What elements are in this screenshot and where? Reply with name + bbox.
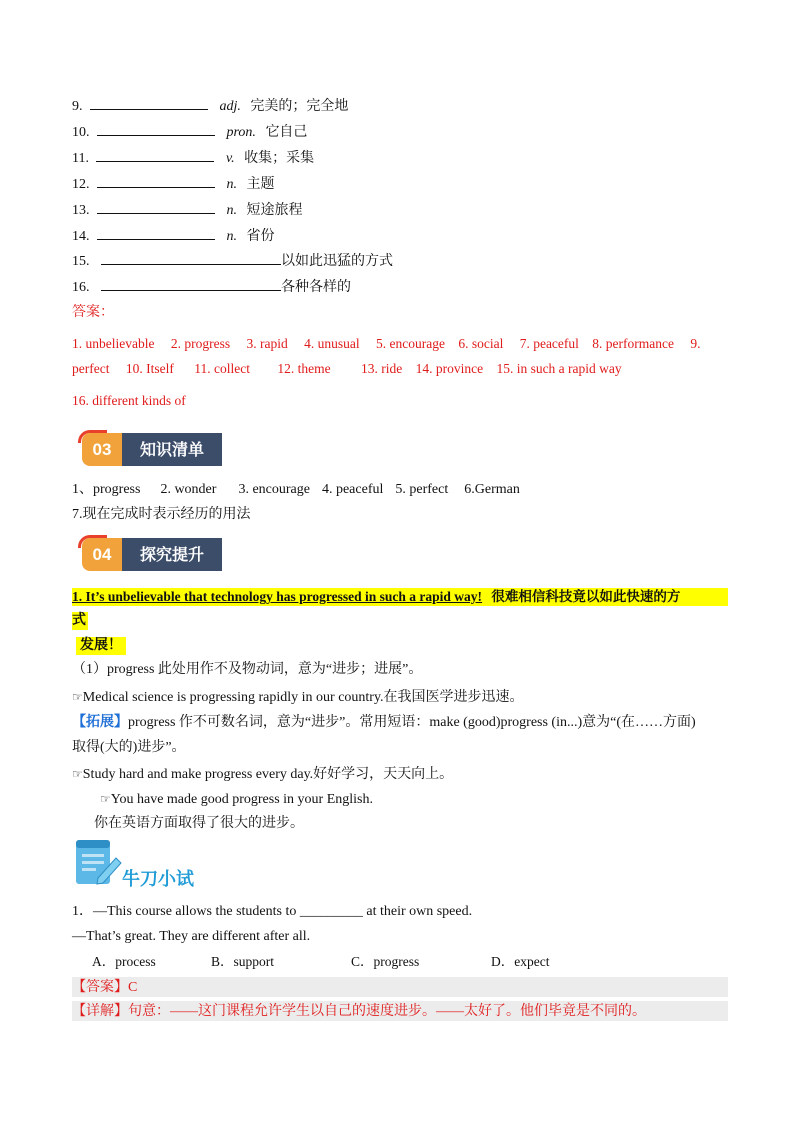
example-1 (72, 688, 524, 707)
vocab-item-12 (72, 174, 275, 194)
vocab-item-11 (72, 148, 314, 168)
answer-item: 11. collect (194, 361, 250, 376)
point-title-cn: 很难相信科技竟以如此快速的方 (491, 589, 681, 604)
point-title-cn-cont: 式 (72, 613, 86, 628)
notepad-pencil-icon (76, 838, 122, 888)
part-of-speech: pron. (226, 125, 256, 140)
example-text: Study hard and make progress every day.好好学习，天天向上。 (82, 767, 454, 782)
knowledge-item: 6.German (464, 482, 520, 497)
extend-line-2: 取得(大的)进步”。 (72, 740, 186, 755)
answer-item: 9. (690, 336, 701, 351)
answer-blank[interactable] (101, 277, 281, 291)
option-a[interactable]: A．process (92, 954, 156, 969)
option-c[interactable]: C．progress (351, 954, 420, 969)
vocab-meaning: 短途旅程 (246, 203, 303, 218)
answer-item: perfect (72, 361, 110, 376)
practice-detail: 【详解】句意：——这门课程允许学生以自己的速度进步。——太好了。他们毕竟是不同的。 (72, 1004, 646, 1019)
answer-item: 2. progress (170, 336, 231, 351)
answer-box (72, 977, 728, 997)
section-badge-03 (78, 430, 224, 466)
practice-answer: 【答案】C (72, 980, 138, 995)
point-title-en: 1. It’s unbelievable that technology has progressed in such a rapid way! (72, 589, 483, 604)
answer-blank[interactable] (101, 251, 281, 265)
develop-label (76, 637, 126, 655)
phrase-number: 15. (72, 254, 90, 269)
knowledge-item: 3. encourage (238, 482, 310, 497)
example-3-cn: 你在英语方面取得了很大的进步。 (94, 816, 304, 831)
option-b[interactable]: B．support (211, 954, 275, 969)
section-title: 知识清单 (122, 433, 222, 466)
question-1: 1．—This course allows the students to _________ at their own speed. (72, 904, 473, 919)
vocab-meaning: 收集；采集 (244, 151, 315, 166)
practice-title: 牛刀小试 (122, 869, 194, 890)
extend-tag: 【拓展】 (72, 715, 128, 730)
section-number: 04 (82, 538, 122, 571)
part-of-speech: adj. (219, 99, 241, 114)
answer-blank[interactable] (97, 200, 215, 214)
knowledge-item: 2. wonder (160, 482, 217, 497)
hand-pointer-icon: ☞ (100, 792, 111, 806)
vocab-item-14 (72, 226, 275, 246)
phrase-item-15 (72, 251, 393, 271)
knowledge-item: 5. perfect (395, 482, 449, 497)
vocab-number: 9. (72, 99, 83, 114)
develop-text: 发展！ (80, 638, 122, 653)
answer-item: 5. encourage (375, 336, 445, 351)
answers-row-1 (72, 335, 701, 353)
knowledge-line-2: 7.现在完成时表示经历的用法 (72, 507, 251, 522)
example-3 (100, 790, 373, 809)
answer-item: 6. social (458, 336, 504, 351)
example-text: You have made good progress in your English. (110, 792, 373, 807)
answer-blank[interactable] (97, 174, 215, 188)
vocab-number: 10. (72, 125, 90, 140)
vocab-item-10 (72, 122, 307, 142)
answer-item: 10. Itself (125, 361, 174, 376)
answer-blank[interactable] (97, 122, 215, 136)
section-title: 探究提升 (122, 538, 222, 571)
vocab-meaning: 主题 (246, 177, 275, 192)
point-title-cont (72, 612, 88, 630)
answer-item: 13. ride (360, 361, 403, 376)
knowledge-item: 1、progress (72, 482, 141, 497)
knowledge-item: 4. peaceful (321, 482, 384, 497)
answers-row-2 (72, 360, 635, 378)
vocab-item-13 (72, 200, 303, 220)
answer-item: 12. theme (277, 361, 331, 376)
question-1-reply: —That’s great. They are different after all. (72, 929, 311, 944)
answer-label: 答案： (72, 305, 114, 320)
usage-line: （1）progress 此处用作不及物动词，意为“进步；进展”。 (72, 662, 423, 677)
vocab-meaning: 它自己 (265, 125, 308, 140)
answer-blank[interactable] (90, 96, 208, 110)
vocab-number: 13. (72, 203, 90, 218)
knowledge-line-1 (72, 481, 520, 499)
answer-item: 1. unbelievable (72, 336, 155, 351)
phrase-meaning: 各种各样的 (281, 280, 351, 295)
part-of-speech: n. (226, 229, 237, 244)
answer-blank[interactable] (97, 226, 215, 240)
option-d[interactable]: D．expect (491, 954, 550, 969)
answer-item: 8. performance (592, 336, 675, 351)
example-text: Medical science is progressing rapidly in our country.在我国医学进步迅速。 (82, 690, 524, 705)
phrase-item-16 (72, 277, 351, 297)
answer-item: 7. peaceful (519, 336, 579, 351)
phrase-number: 16. (72, 280, 90, 295)
answer-blank[interactable] (96, 148, 214, 162)
answers-row-3: 16. different kinds of (72, 393, 186, 408)
answer-item: 15. in such a rapid way (496, 361, 622, 376)
hand-pointer-icon: ☞ (72, 690, 83, 704)
part-of-speech: n. (226, 177, 237, 192)
hand-pointer-icon: ☞ (72, 767, 83, 781)
answer-item: 3. rapid (246, 336, 288, 351)
answer-item: 14. province (415, 361, 484, 376)
extend-text: progress 作不可数名词，意为“进步”。常用短语：make (good)progress (in...)意为“(在……方面) (128, 715, 696, 730)
part-of-speech: n. (226, 203, 237, 218)
phrase-meaning: 以如此迅猛的方式 (281, 254, 393, 269)
vocab-meaning: 完美的；完全地 (250, 99, 349, 114)
example-2 (72, 765, 453, 784)
extend-line (72, 714, 696, 732)
vocab-meaning: 省份 (246, 229, 275, 244)
point-title (72, 588, 728, 606)
section-badge-04 (78, 535, 224, 571)
answer-item: 4. unusual (304, 336, 360, 351)
vocab-number: 14. (72, 229, 90, 244)
vocab-number: 12. (72, 177, 90, 192)
vocab-number: 11. (72, 151, 89, 166)
vocab-item-9 (72, 96, 348, 116)
part-of-speech: v. (225, 151, 235, 166)
section-number: 03 (82, 433, 122, 466)
